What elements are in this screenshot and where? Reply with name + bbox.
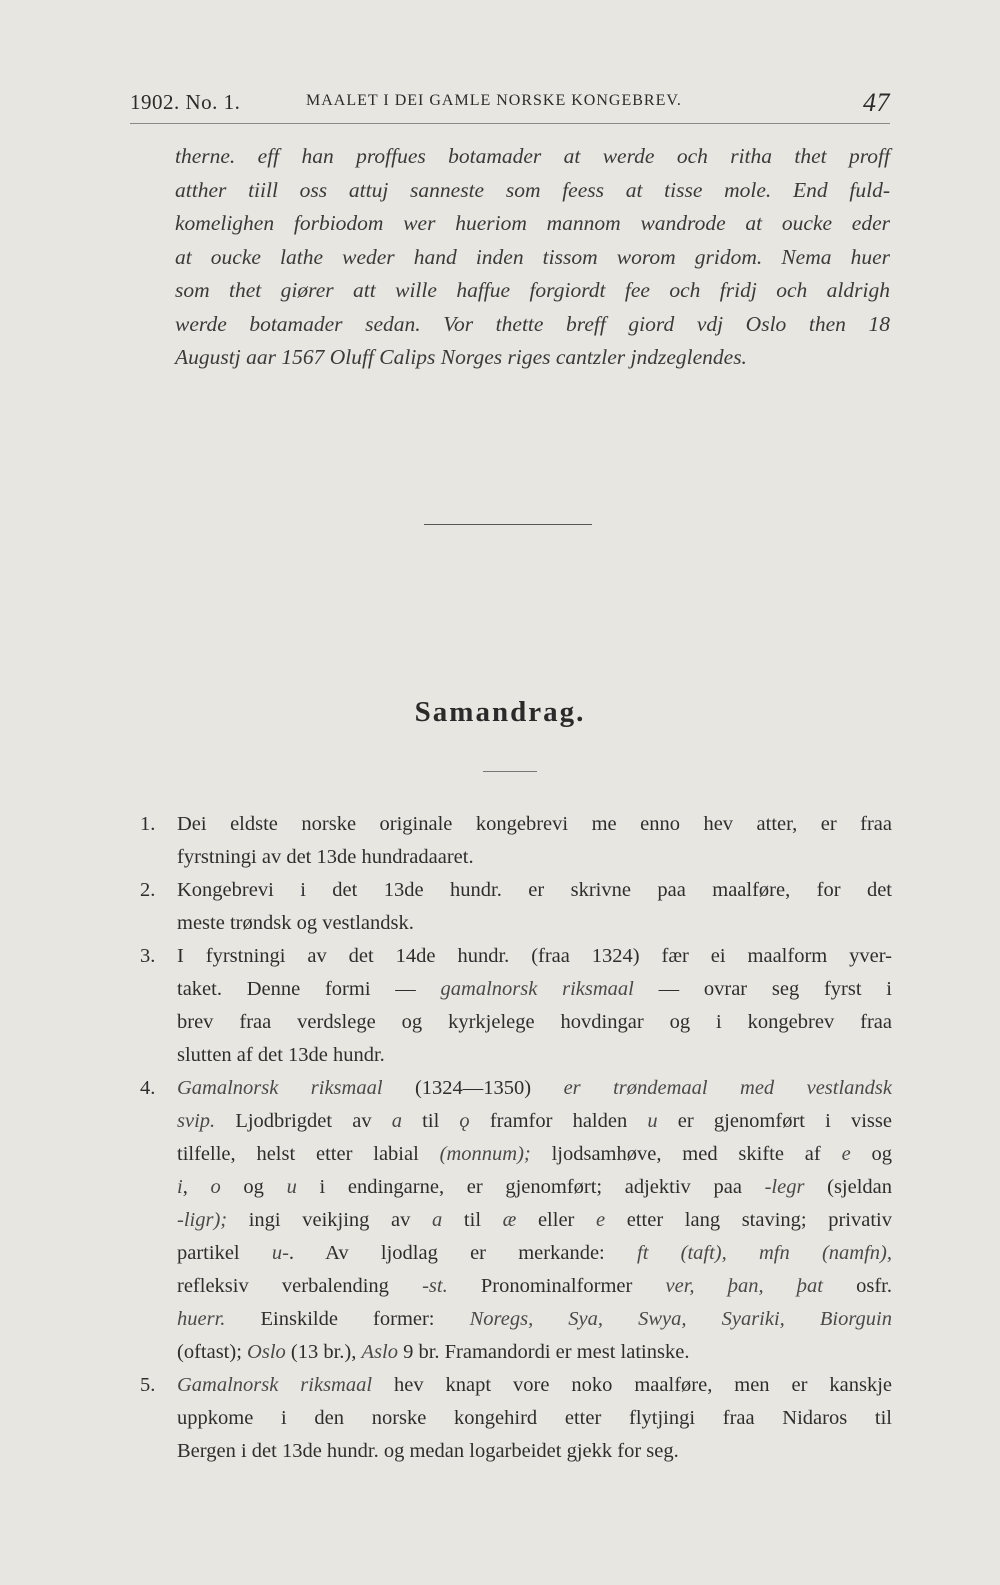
item-line: -ligr); ingi veikjing av a til æ eller e etter lang staving; privativ [177,1209,892,1231]
volume-number: 1902. No. 1. [130,90,241,114]
item-line: Gamalnorsk riksmaal hev knapt vore noko maalføre, men er kanskje [177,1374,892,1396]
list-item [140,940,892,1072]
item-line: taket. Denne formi — gamalnorsk riksmaal — ovrar seg fyrst i [177,978,892,1000]
item-line: Dei eldste norske originale kongebrevi me enno hev atter, er fraa [177,813,892,835]
list-item [140,874,892,940]
item-text [177,874,892,940]
quote-line: Augustj aar 1567 Oluff Calips Norges riges cantzler jndzeglendes. [175,345,747,369]
item-number: 3. [140,945,156,967]
quote-line: atther tiill oss attuj sanneste som feess at tisse mole. End fuld- [175,177,890,202]
quoted-charter-text [175,140,890,375]
item-text [177,940,892,1072]
item-line: Kongebrevi i det 13de hundr. er skrivne paa maalføre, for det [177,879,892,901]
item-line: brev fraa verdslege og kyrkjelege hovdingar og i kongebrev fraa [177,1011,892,1033]
item-line: Bergen i det 13de hundr. og medan logarbeidet gjekk for seg. [177,1440,679,1462]
item-number: 5. [140,1374,156,1396]
section-divider [424,524,592,525]
item-line: huerr. Einskilde former: Noregs, Sya, Swya, Syariki, Biorguin [177,1308,893,1330]
item-number: 4. [140,1077,156,1099]
list-item [140,808,892,874]
item-number: 1. [140,813,156,835]
item-line: refleksiv verbalending -st. Pronominalformer ver, þan, þat osfr. [177,1275,892,1297]
item-line: I fyrstningi av det 14de hundr. (fraa 1324) fær ei maalform yver- [177,945,892,967]
quote-line: werde botamader sedan. Vor thette breff giord vdj Oslo then 18 [175,311,890,336]
item-line: meste trøndsk og vestlandsk. [177,912,414,934]
item-line: uppkome i den norske kongehird etter flytjingi fraa Nidaros til [177,1407,892,1429]
item-line: slutten af det 13de hundr. [177,1044,385,1066]
quote-line: som thet giører att wille haffue forgiordt fee och fridj och aldrigh [175,278,890,302]
summary-list [140,808,892,1468]
header-rule [130,123,890,124]
list-item [140,1369,892,1468]
item-text [177,1072,892,1369]
quote-line: therne. eff han proffues botamader at werde och ritha thet proff [175,144,890,168]
page-number: 47 [863,88,890,117]
item-line: fyrstningi av det 13de hundradaaret. [177,846,474,868]
quote-line: komelighen forbiodom wer hueriom mannom wandrode at oucke eder [175,211,890,235]
title-divider [483,771,537,772]
list-item [140,1072,892,1369]
item-line: svip. Ljodbrigdet av a til ǫ framfor halden u er gjenomført i visse [177,1110,892,1132]
item-line: tilfelle, helst etter labial (monnum); ljodsamhøve, med skifte af e og [177,1143,893,1165]
item-text [177,1369,892,1468]
item-text [177,808,892,874]
item-line: Gamalnorsk riksmaal (1324—1350) er trøndemaal med vestlandsk [177,1077,892,1099]
section-title: Samandrag. [414,696,586,728]
quote-line: at oucke lathe weder hand inden tissom worom gridom. Nema huer [175,244,890,269]
running-title: MAALET I DEI GAMLE NORSKE KONGEBREV. [306,92,682,109]
item-line: i, o og u i endingarne, er gjenomført; adjektiv paa -legr (sjeldan [177,1176,893,1198]
item-line: (oftast); Oslo (13 br.), Aslo 9 br. Framandordi er mest latinske. [177,1341,690,1363]
item-line: partikel u-. Av ljodlag er merkande: ft (taft), mfn (namfn), [177,1242,892,1264]
item-number: 2. [140,879,156,901]
